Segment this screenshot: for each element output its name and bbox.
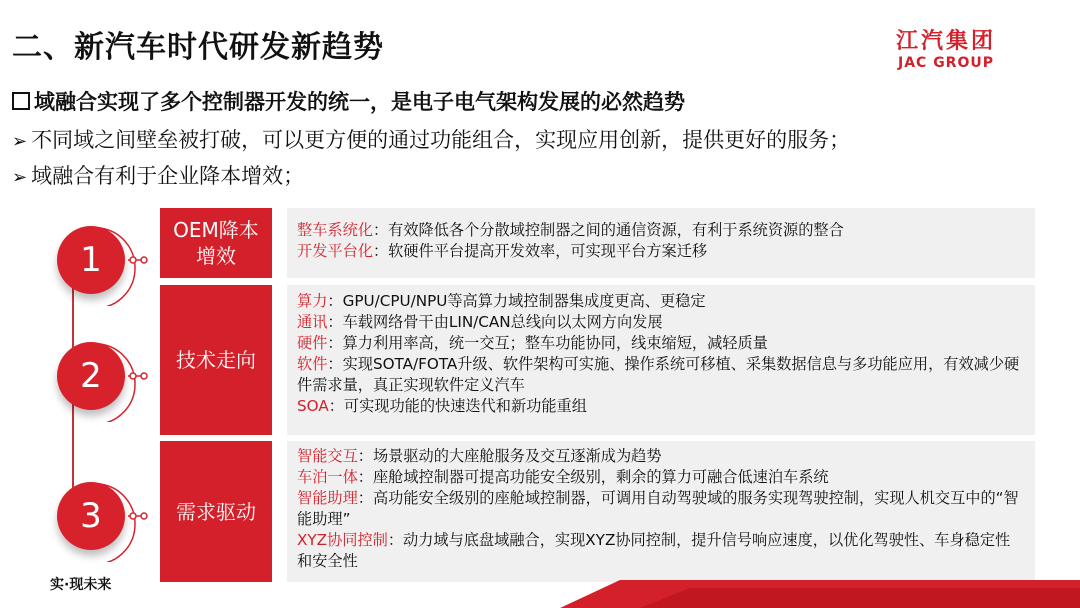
section-3-item-3 <box>297 488 1025 530</box>
node-number: 2 <box>57 342 125 410</box>
item-text: ：座舱域控制器可提高功能安全级别，剩余的算力可融合低速泊车系统 <box>357 468 829 486</box>
timeline-node-2 <box>40 342 150 412</box>
section-1-item-2 <box>297 241 1025 262</box>
footer-brand: 实·现未来 <box>50 577 112 593</box>
item-text: ：实现SOTA/FOTA升级、软件架构可实施、操作系统可移植、采集数据信息与多功能应用，有效减少硬件需求量，真正实现软件定义汽车 <box>297 355 1020 394</box>
section-1-item-1 <box>297 220 1025 241</box>
logo-cn: 江汽集团 <box>895 29 996 54</box>
bullet-1-text: 不同域之间壁垒被打破，可以更方便的通过功能组合，实现应用创新，提供更好的服务； <box>31 128 851 152</box>
section-2-item-2 <box>297 312 1025 333</box>
bullet-1 <box>12 124 850 154</box>
section-2-label: 技术走向 <box>160 285 272 435</box>
section-2-item-1 <box>297 291 1025 312</box>
item-text: ：软硬件平台提高开发效率，可实现平台方案迁移 <box>372 242 708 260</box>
item-key: 算力 <box>297 292 328 310</box>
section-3-label: 需求驱动 <box>160 441 272 582</box>
node-number: 3 <box>57 482 125 550</box>
arrow-bullet-icon: ➢ <box>12 131 28 152</box>
section-1-label: OEM降本增效 <box>160 208 272 278</box>
item-text: ：动力域与底盘域融合，实现XYZ协同控制，提升信号响应速度，以优化驾驶性、车身稳定性和安全性 <box>297 531 1011 570</box>
jac-logo <box>876 30 1016 78</box>
item-key: 智能助理 <box>297 489 358 507</box>
section-3-item-2 <box>297 467 1025 488</box>
item-text: ：算力利用率高，统一交互；整车功能协同，线束缩短，减轻质量 <box>327 334 768 352</box>
item-key: 通讯 <box>297 313 328 331</box>
item-key: 车泊一体 <box>297 468 358 486</box>
item-text: ：场景驱动的大座舱服务及交互逐渐成为趋势 <box>357 447 662 465</box>
item-text: ：高功能安全级别的座舱域控制器，可调用自动驾驶域的服务实现驾驶控制，实现人机交互中的“智能助理” <box>297 489 1019 528</box>
slide-title: 二、新汽车时代研发新趋势 <box>12 30 384 65</box>
section-3-content <box>287 441 1035 582</box>
headline <box>12 86 685 116</box>
item-key: 整车系统化 <box>297 221 373 239</box>
section-3-item-1 <box>297 446 1025 467</box>
checkbox-square-icon <box>12 92 30 110</box>
item-key: XYZ协同控制 <box>297 531 388 549</box>
bullet-2-text: 域融合有利于企业降本增效； <box>31 164 305 188</box>
section-3-item-4 <box>297 530 1025 572</box>
item-key: SOA <box>297 397 329 415</box>
section-2-item-4 <box>297 354 1025 396</box>
item-key: 软件 <box>297 355 328 373</box>
item-text: ：GPU/CPU/NPU等高算力域控制器集成度更高、更稳定 <box>327 292 706 310</box>
bullet-2 <box>12 160 304 190</box>
section-2-item-3 <box>297 333 1025 354</box>
item-text: ：有效降低各个分散域控制器之间的通信资源，有利于系统资源的整合 <box>372 221 844 239</box>
timeline-node-3 <box>40 482 150 552</box>
section-2-item-5 <box>297 396 1025 417</box>
item-text: ：可实现功能的快速迭代和新功能重组 <box>328 397 587 415</box>
headline-text: 域融合实现了多个控制器开发的统一，是电子电气架构发展的必然趋势 <box>34 90 685 114</box>
arrow-bullet-icon: ➢ <box>12 167 28 188</box>
section-1-content <box>287 208 1035 278</box>
item-key: 智能交互 <box>297 447 358 465</box>
logo-en: JAC GROUP <box>898 55 994 71</box>
section-2-content <box>287 285 1035 435</box>
item-key: 硬件 <box>297 334 328 352</box>
item-key: 开发平台化 <box>297 242 373 260</box>
item-text: ：车载网络骨干由LIN/CAN总线向以太网方向发展 <box>327 313 663 331</box>
node-number: 1 <box>57 226 125 294</box>
timeline-node-1 <box>40 226 150 296</box>
